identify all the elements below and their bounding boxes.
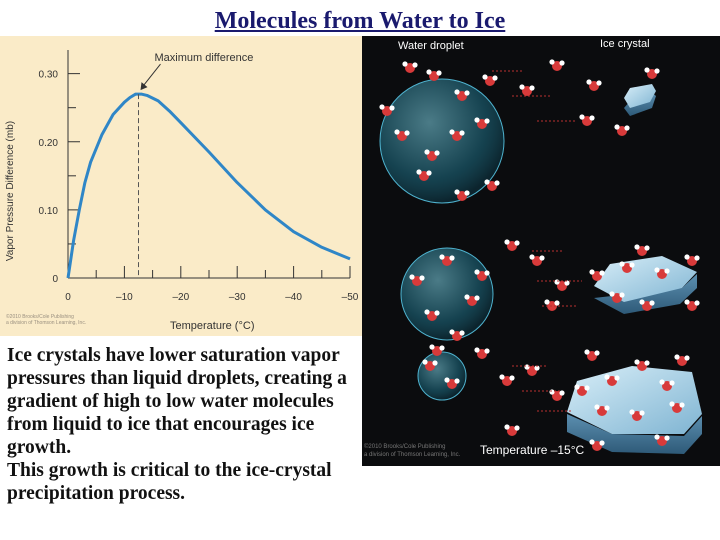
water-molecule-icon — [684, 299, 699, 311]
water-molecule-icon — [519, 84, 534, 96]
y-tick-label: 0 — [52, 274, 58, 285]
illustration-credit-line1: ©2010 Brooks/Cole Publishing — [364, 444, 446, 450]
chart-canvas — [0, 36, 362, 336]
water-molecule-icon — [504, 424, 519, 436]
water-molecule-icon — [402, 61, 417, 73]
chart-credit-line2: a division of Thomson Learning, Inc. — [6, 320, 87, 326]
water-molecule-icon — [544, 299, 559, 311]
water-molecule-icon — [504, 239, 519, 251]
x-tick-label: –30 — [228, 292, 246, 303]
y-tick-label: 0.20 — [38, 137, 58, 149]
water-molecule-icon — [482, 74, 497, 86]
water-molecule-icon — [549, 59, 564, 71]
x-tick-label: 0 — [65, 292, 71, 303]
large-ice-crystal — [567, 366, 702, 454]
ice-crystal-label: Ice crystal — [600, 38, 650, 50]
chart-annotation — [139, 52, 254, 278]
water-molecule-icon — [484, 179, 499, 191]
caption-paragraph-2: This growth is critical to the ice-crystal precipitation process. — [7, 460, 332, 504]
water-molecule-icon — [634, 244, 649, 256]
illustration-canvas — [362, 36, 720, 466]
chart-credit-line1: ©2010 Brooks/Cole Publishing — [6, 314, 74, 320]
y-tick-label: 0.30 — [38, 69, 58, 81]
water-droplet-label: Water droplet — [398, 40, 464, 52]
large-water-droplet — [380, 79, 504, 203]
page-title: Molecules from Water to Ice — [214, 8, 506, 34]
annotation-label: Maximum difference — [154, 52, 254, 65]
water-molecule-icon — [584, 349, 599, 361]
small-water-droplet — [418, 352, 466, 400]
vapor-pressure-chart — [0, 36, 362, 336]
water-molecule-icon — [474, 347, 489, 359]
illustration-credit-line2: a division of Thomson Learning, Inc. — [364, 452, 461, 458]
water-molecule-icon — [674, 354, 689, 366]
x-tick-label: –20 — [172, 292, 190, 303]
x-axis-label: Temperature (°C) — [170, 320, 255, 332]
y-axis-label: Vapor Pressure Difference (mb) — [5, 120, 16, 262]
series-line — [68, 94, 350, 278]
water-molecule-icon — [586, 79, 601, 91]
water-molecule-icon — [684, 254, 699, 266]
small-ice-crystal — [624, 84, 656, 116]
water-molecule-icon — [529, 254, 544, 266]
x-tick-label: –50 — [341, 292, 359, 303]
caption-paragraph-1: Ice crystals have lower saturation vapor pressures than liquid droplets, creating a gradient of high to low water molecules from liquid to ice that encourages ice growth. — [7, 345, 347, 458]
water-molecule-icon — [579, 114, 594, 126]
water-molecule-icon — [589, 439, 604, 451]
molecule-illustration — [362, 36, 720, 466]
y-tick-label: 0.10 — [38, 205, 58, 217]
water-molecule-icon — [644, 67, 659, 79]
caption — [7, 344, 367, 505]
water-molecule-icon — [614, 124, 629, 136]
x-tick-label: –10 — [116, 292, 133, 303]
temperature-label: Temperature –15°C — [480, 443, 585, 457]
water-molecule-icon — [499, 374, 514, 386]
annotation-arrowhead — [141, 82, 148, 90]
chart-series — [68, 94, 350, 278]
x-tick-label: –40 — [285, 292, 302, 303]
